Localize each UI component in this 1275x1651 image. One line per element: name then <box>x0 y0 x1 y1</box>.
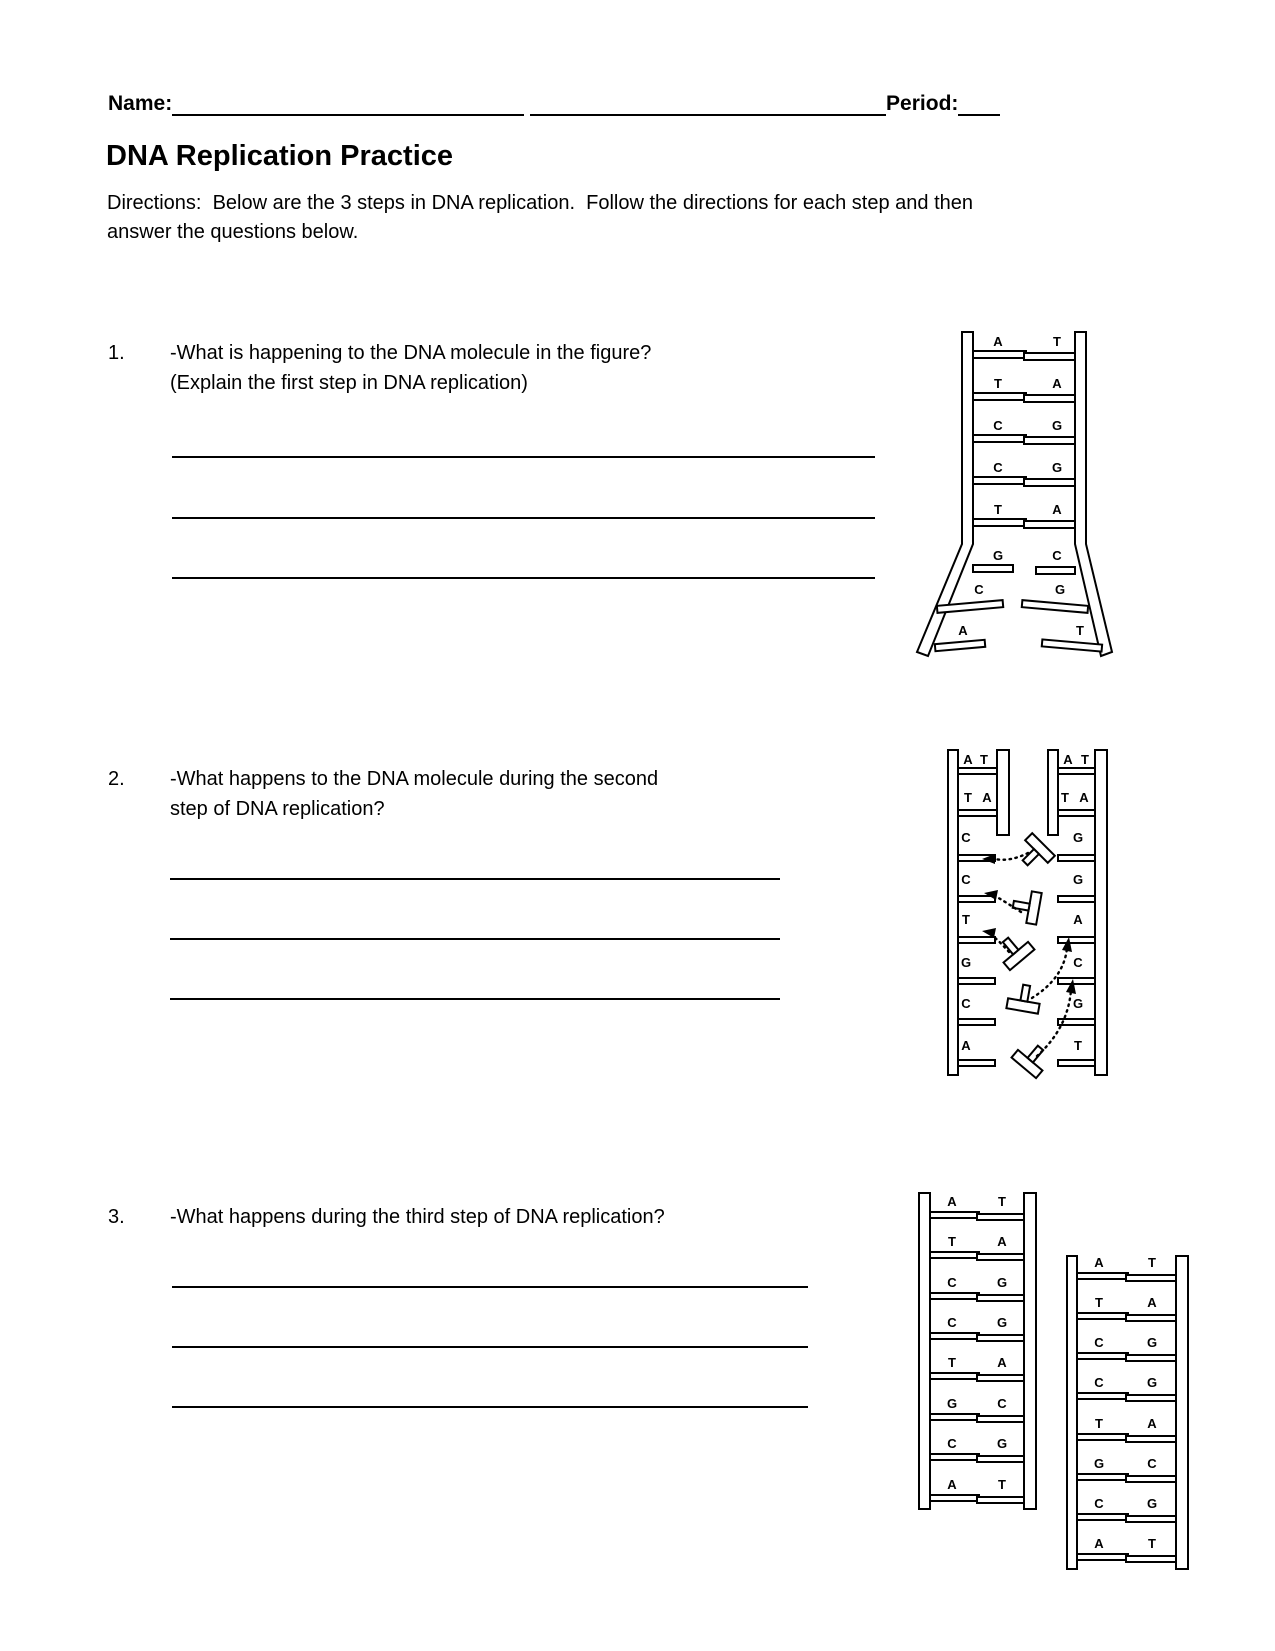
name-blank-last[interactable] <box>530 90 886 116</box>
dna-rung <box>1077 1474 1176 1482</box>
page-title: DNA Replication Practice <box>106 140 454 172</box>
base-letter: G <box>946 1396 958 1411</box>
base-letter: A <box>993 334 1003 349</box>
period-label: Period: <box>886 92 959 115</box>
directions-line-2: answer the questions below. <box>107 221 359 243</box>
base-letter: T <box>964 790 972 805</box>
base-letter: T <box>994 376 1002 391</box>
directions-line-1: Directions: Below are the 3 steps in DNA replication. Follow the directions for each step and then <box>107 192 974 214</box>
dna-rung <box>930 1293 1024 1301</box>
free-nucleotide <box>1011 889 1042 925</box>
dna-rung <box>930 1333 1024 1341</box>
q2-answer-line-3[interactable] <box>170 998 780 1000</box>
dna-rung <box>930 1212 1024 1220</box>
base-letter: A <box>1073 912 1083 927</box>
q3-answer-line-2[interactable] <box>172 1346 808 1348</box>
dna-rail-left <box>919 1193 930 1509</box>
free-nucleotide <box>1014 833 1055 874</box>
dna-rung-split <box>935 639 1102 651</box>
dna-rung <box>973 435 1075 444</box>
q2-answer-line-1[interactable] <box>170 878 780 880</box>
base-letter: C <box>1094 1375 1104 1390</box>
name-blank-first[interactable] <box>172 90 524 116</box>
dna-rung <box>930 1454 1024 1462</box>
figure-two-new-molecules <box>910 1185 1200 1580</box>
base-letter: C <box>997 1396 1007 1411</box>
base-letter: G <box>1072 872 1084 887</box>
base-letter: A <box>1094 1536 1104 1551</box>
dna-rung-split <box>973 565 1075 574</box>
base-letter: T <box>998 1194 1006 1209</box>
base-letter: C <box>947 1315 957 1330</box>
base-letter: A <box>958 623 968 638</box>
figure-free-nucleotides <box>935 740 1115 1085</box>
dna-rung <box>1077 1353 1176 1361</box>
base-letter: G <box>996 1436 1008 1451</box>
base-letter: T <box>1095 1416 1103 1431</box>
q3-answer-line-1[interactable] <box>172 1286 808 1288</box>
dna-rung <box>1077 1434 1176 1442</box>
base-letter: T <box>1061 790 1069 805</box>
base-letter: C <box>993 418 1003 433</box>
dna-rail-left-new <box>997 750 1009 835</box>
q3-answer-line-3[interactable] <box>172 1406 808 1408</box>
dna-rung <box>973 351 1075 360</box>
base-letter: T <box>994 502 1002 517</box>
base-letter: A <box>1052 376 1062 391</box>
base-letter: T <box>948 1355 956 1370</box>
dna-rung <box>1077 1273 1176 1281</box>
base-letter: A <box>997 1234 1007 1249</box>
dna-rung <box>1077 1393 1176 1401</box>
base-letter: T <box>962 912 970 927</box>
base-letter: G <box>1054 582 1066 597</box>
base-letter: A <box>1147 1295 1157 1310</box>
base-letter: C <box>1073 955 1083 970</box>
question-2-text-line-1: -What happens to the DNA molecule during the second <box>170 768 659 790</box>
base-letter: A <box>947 1477 957 1492</box>
dna-rail-left <box>1067 1256 1077 1569</box>
base-letter: C <box>1052 548 1062 563</box>
base-letter: T <box>1148 1536 1156 1551</box>
base-letter: T <box>1053 334 1061 349</box>
base-letter: A <box>1063 752 1073 767</box>
base-letter: C <box>1094 1496 1104 1511</box>
dna-rung <box>973 477 1075 486</box>
dna-rail-left <box>948 750 958 1075</box>
base-letter: C <box>947 1275 957 1290</box>
dna-rail-right <box>1176 1256 1188 1569</box>
base-letter: T <box>1076 623 1084 638</box>
base-letter: A <box>1094 1255 1104 1270</box>
q1-answer-line-2[interactable] <box>172 517 875 519</box>
pairing-arrow <box>1032 937 1072 998</box>
free-nucleotide <box>1006 983 1042 1014</box>
dna-rung <box>1077 1554 1176 1562</box>
base-letter: C <box>1147 1456 1157 1471</box>
name-label: Name: <box>108 92 173 115</box>
base-letter: G <box>1051 460 1063 475</box>
question-1-text-line-1: -What is happening to the DNA molecule in the figure? <box>170 342 652 364</box>
header-row <box>108 90 1000 116</box>
dna-rung <box>930 1495 1024 1503</box>
base-letter: C <box>993 460 1003 475</box>
question-3-text-line-1: -What happens during the third step of DNA replication? <box>170 1206 665 1228</box>
question-2-text-line-2: step of DNA replication? <box>170 798 385 820</box>
base-letter: A <box>1079 790 1089 805</box>
free-nucleotide <box>1012 1038 1053 1078</box>
base-letter: T <box>998 1477 1006 1492</box>
dna-rail-right <box>1024 1193 1036 1509</box>
base-letter: G <box>1051 418 1063 433</box>
dna-rung <box>1077 1313 1176 1321</box>
figure-dna-unzipping <box>895 322 1125 662</box>
free-nucleotide <box>993 930 1034 970</box>
base-letter: G <box>996 1275 1008 1290</box>
base-letter: A <box>1052 502 1062 517</box>
base-letter: G <box>1146 1496 1158 1511</box>
question-3-number: 3. <box>108 1206 125 1228</box>
base-letter: T <box>948 1234 956 1249</box>
q1-answer-line-3[interactable] <box>172 577 875 579</box>
dna-rail-right <box>1095 750 1107 1075</box>
base-letter: G <box>1093 1456 1105 1471</box>
q2-answer-line-2[interactable] <box>170 938 780 940</box>
base-letter: A <box>961 1038 971 1053</box>
base-letter: G <box>1072 830 1084 845</box>
base-letter: G <box>1072 996 1084 1011</box>
base-letter: G <box>1146 1375 1158 1390</box>
base-letter: A <box>963 752 973 767</box>
period-blank[interactable] <box>958 90 1000 116</box>
base-letter: C <box>961 830 971 845</box>
base-letter: C <box>961 872 971 887</box>
dna-rung <box>930 1252 1024 1260</box>
base-letter: G <box>992 548 1004 563</box>
dna-rail-right-new <box>1048 750 1058 835</box>
base-letter: G <box>960 955 972 970</box>
base-letter: T <box>1095 1295 1103 1310</box>
base-letter: C <box>974 582 984 597</box>
base-letter: T <box>980 752 988 767</box>
question-2-number: 2. <box>108 768 125 790</box>
base-letter: A <box>1147 1416 1157 1431</box>
question-1-text-line-2: (Explain the first step in DNA replication) <box>170 372 528 394</box>
base-letter: G <box>996 1315 1008 1330</box>
dna-rung <box>1077 1514 1176 1522</box>
dna-rung <box>930 1373 1024 1381</box>
base-letter: T <box>1148 1255 1156 1270</box>
base-letter: C <box>1094 1335 1104 1350</box>
question-1-number: 1. <box>108 342 125 364</box>
dna-rung <box>930 1414 1024 1422</box>
base-letter: A <box>982 790 992 805</box>
base-letter: C <box>947 1436 957 1451</box>
base-letter: C <box>961 996 971 1011</box>
base-letter: A <box>997 1355 1007 1370</box>
dna-rung <box>973 393 1075 402</box>
dna-rung <box>973 519 1075 528</box>
base-letter: T <box>1081 752 1089 767</box>
dna-rung-split <box>937 600 1088 613</box>
q1-answer-line-1[interactable] <box>172 456 875 458</box>
base-letter: A <box>947 1194 957 1209</box>
base-letter: G <box>1146 1335 1158 1350</box>
base-letter: T <box>1074 1038 1082 1053</box>
